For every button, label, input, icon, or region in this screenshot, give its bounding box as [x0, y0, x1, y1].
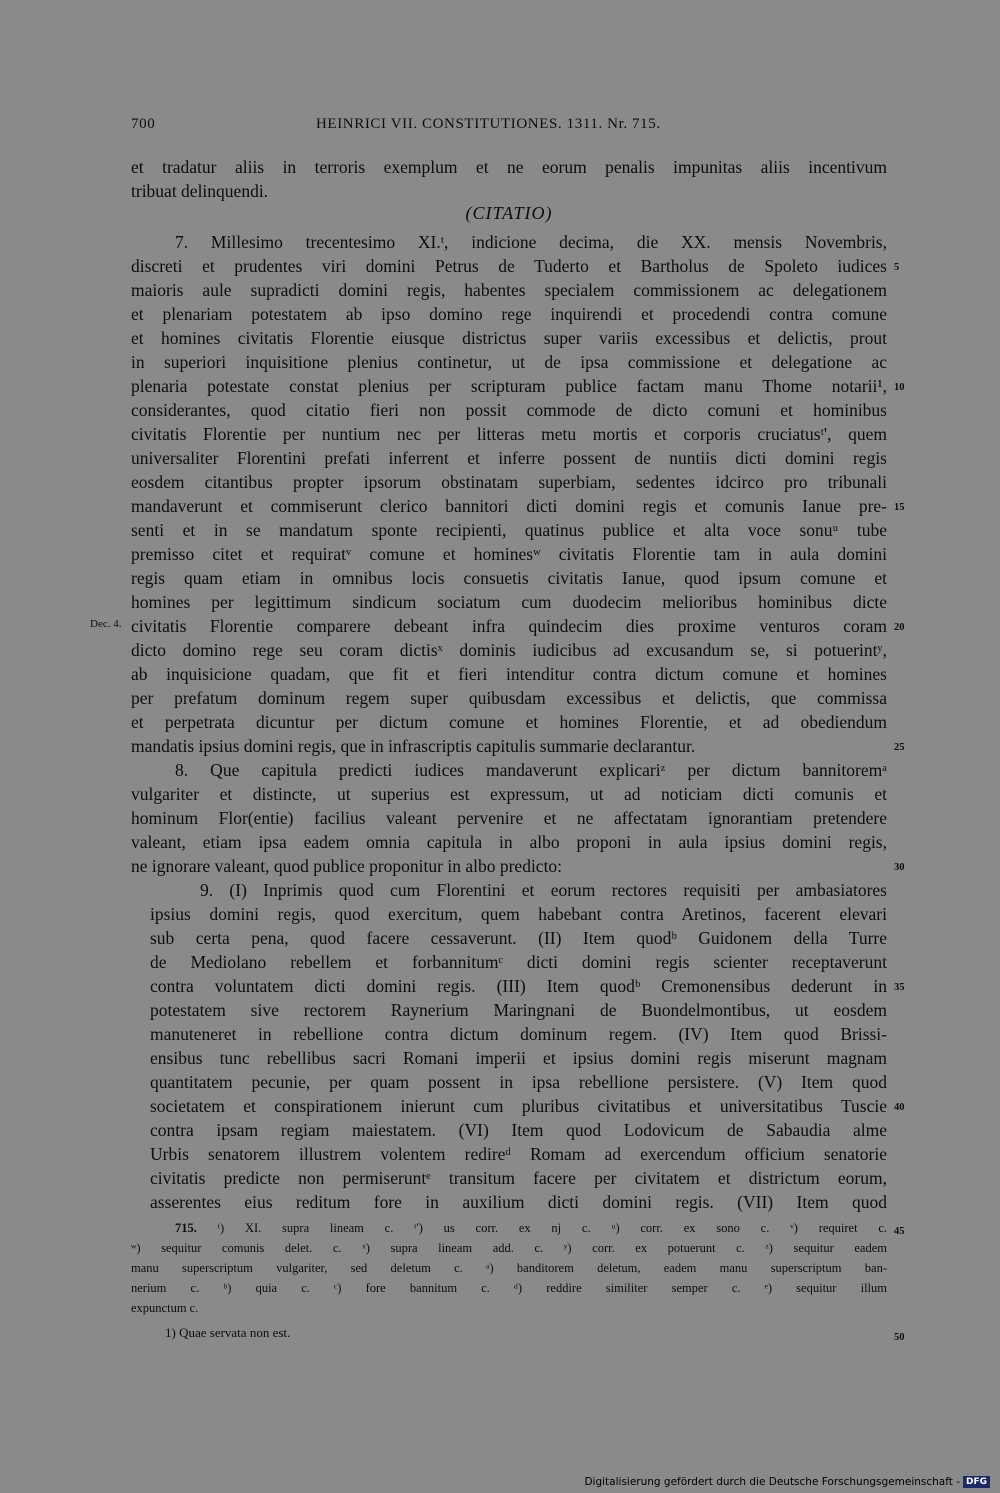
- paragraph-7-line: eosdem citantibus propter ipsorum obstinatam superbiam, sedentes idcirco pro tribunali: [131, 472, 887, 492]
- footnote-number: 715.: [175, 1221, 197, 1235]
- paragraph-7-line: discreti et prudentes viri domini Petrus de Tuderto et Bartholus de Spoleto iudices: [131, 256, 887, 276]
- page-number: 700: [131, 116, 156, 132]
- paragraph-9-line: de Mediolano rebellem et forbannitumᶜ dicti domini regis scienter receptaverunt: [150, 952, 887, 972]
- paragraph-7-line: maioris aule supradicti domini regis, habentes specialem commissionem ac delegationem: [131, 280, 887, 300]
- paragraph-8-line: 8. Que capitula predicti iudices mandaverunt explicariᶻ per dictum bannitoremᵃ: [175, 760, 887, 780]
- running-header: [131, 116, 887, 138]
- margin-date: Dec. 4.: [90, 618, 122, 630]
- paragraph-8-line: ne ignorare valeant, quod publice proponitur in albo predicto:: [131, 856, 563, 876]
- line-number: 25: [894, 742, 905, 753]
- paragraph-9-line: contra ipsam regiam maiestatem. (VI) Item quod Lodovicum de Sabaudia alme: [150, 1120, 887, 1140]
- footnote-line: [175, 1218, 887, 1238]
- footnote-line: nerium c. ᵇ) quia c. ᶜ) fore bannitum c. ᵈ) reddire similiter semper c. ᵉ) sequitur illum: [131, 1281, 887, 1295]
- section-heading: (CITATIO): [465, 203, 553, 223]
- paragraph-7-line: 7. Millesimo trecentesimo XI.ᵗ, indicione decima, die XX. mensis Novembris,: [175, 232, 887, 252]
- paragraph-9-line: quantitatem pecunie, per quam possent in ipsa rebellione persistere. (V) Item quod: [150, 1072, 887, 1092]
- funding-notice: [584, 1476, 990, 1488]
- paragraph-7-line: civitatis Florentie comparere debeant infra quindecim dies proxime venturos coram: [131, 616, 887, 636]
- paragraph-7-line: et homines civitatis Florentie eiusque districtus super variis excessibus et delictis, prout: [131, 328, 887, 348]
- line-number: 15: [894, 502, 905, 513]
- paragraph-9-line: manuteneret in rebellione contra dictum dominum regem. (IV) Item quod Brissi-: [150, 1024, 887, 1044]
- paragraph-7-line: premisso citet et requiratᵛ comune et hominesʷ civitatis Florentie tam in aula domini: [131, 544, 887, 564]
- footnote-line: ʷ) sequitur comunis delet. c. ˣ) supra lineam add. c. ʸ) corr. ex potuerunt c. ᶻ) sequitur eadem: [131, 1241, 887, 1255]
- line-number: 45: [894, 1226, 905, 1237]
- paragraph-9-line: contra voluntatem dicti domini regis. (III) Item quodᵇ Cremonensibus dederunt in: [150, 976, 887, 996]
- line-number: 40: [894, 1102, 905, 1113]
- paragraph-7-line: per prefatum dominum regem super quibusdam excessibus et delictis, que commissa: [131, 688, 887, 708]
- line-number: 20: [894, 622, 905, 633]
- text-line: tribuat delinquendi.: [131, 181, 269, 201]
- paragraph-8-line: valeant, etiam ipsa eadem omnia capitula in albo proponi in aula ipsius domini regis,: [131, 832, 887, 852]
- paragraph-9-line: societatem et conspirationem inierunt cum pluribus civitatibus et universitatibus Tuscie: [150, 1096, 887, 1116]
- line-number: 30: [894, 862, 905, 873]
- paragraph-9-line: potestatem sive rectorem Raynerium Maringnani de Buondelmontibus, ut eosdem: [150, 1000, 887, 1020]
- paragraph-7-line: in superiori inquisitione plenius continetur, ut de ipsa commissione et delegatione ac: [131, 352, 887, 372]
- funding-text: Digitalisierung gefördert durch die Deutsche Forschungsgemeinschaft -: [584, 1476, 960, 1488]
- line-number: 10: [894, 382, 905, 393]
- footnote-text: ᵗ) XI. supra lineam c. ᵗ') us corr. ex nj c. ᵘ) corr. ex sono c. ᵛ) requiret c.: [217, 1221, 887, 1235]
- paragraph-7-line: civitatis Florentie per nuntium nec per litteras metu mortis et corporis cruciatusᵗ', quem: [131, 424, 887, 444]
- paragraph-9-line: sub certa pena, quod facere cessaverunt. (II) Item quodᵇ Guidonem della Turre: [150, 928, 887, 948]
- paragraph-7-line: et plenariam potestatem ab ipso domino rege inquirendi et procedendi contra comune: [131, 304, 887, 324]
- paragraph-9-line: civitatis predicte non permiseruntᵉ transitum facere per civitatem et districtum eorum,: [150, 1168, 887, 1188]
- paragraph-7-line: universaliter Florentini prefati inferrent et inferre possent de nuntiis dicti domini regis: [131, 448, 887, 468]
- paragraph-7-line: homines per legittimum sindicum sociatum cum duodecim melioribus hominibus dicte: [131, 592, 887, 612]
- line-number: 5: [894, 262, 900, 273]
- paragraph-7-line: plenaria potestate constat plenius per scripturam publice factam manu Thome notarii¹,: [131, 376, 887, 396]
- paragraph-7-line: regis quam etiam in omnibus locis consuetis civitatis Ianue, quod ipsum comune et: [131, 568, 887, 588]
- paragraph-7-line: ab inquisicione quadam, que fit et fieri intenditur contra dictum comune et homines: [131, 664, 887, 684]
- text-line: et tradatur aliis in terroris exemplum et ne eorum penalis impunitas aliis incentivum: [131, 157, 887, 177]
- running-title: HEINRICI VII. CONSTITUTIONES. 1311. Nr. 715.: [316, 116, 661, 132]
- paragraph-9-line: ensibus tunc rebellibus sacri Romani imperii et ipsius domini regis miserunt magnam: [150, 1048, 887, 1068]
- paragraph-8-line: hominum Flor(entie) facilius valeant pervenire et ne affectatam ignorantiam pretendere: [131, 808, 887, 828]
- paragraph-7-line: mandaverunt et commiserunt clerico bannitori dicti domini regis et comunis Ianue pre-: [131, 496, 887, 516]
- paragraph-7-line: senti et in se mandatum sponte recipienti, quatinus publice et alta voce sonuᵘ tube: [131, 520, 887, 540]
- paragraph-8-line: vulgariter et distincte, ut superius est expressum, ut ad noticiam dicti comunis et: [131, 784, 887, 804]
- paragraph-7-line: considerantes, quod citatio fieri non possit commode de dicto comuni et hominibus: [131, 400, 887, 420]
- paragraph-7-line: mandatis ipsius domini regis, que in infrascriptis capitulis summarie declarantur.: [131, 736, 696, 756]
- source-note: 1) Quae servata non est.: [165, 1325, 291, 1340]
- paragraph-9-line: asserentes eius reditum fore in auxilium dicti domini regis. (VII) Item quod: [150, 1192, 887, 1212]
- paragraph-7-line: dicto domino rege seu coram dictisˣ dominis iudicibus ad excusandum se, si potuerintʸ,: [131, 640, 887, 660]
- line-number: 50: [894, 1332, 905, 1343]
- paragraph-9-line: Urbis senatorem illustrem volentem redireᵈ Romam ad exercendum officium senatorie: [150, 1144, 887, 1164]
- dfg-logo-icon[interactable]: DFG: [963, 1476, 990, 1488]
- paragraph-7-line: et perpetrata dicuntur per dictum comune et homines Florentie, et ad obediendum: [131, 712, 887, 732]
- footnote-line: expunctum c.: [131, 1301, 199, 1315]
- footnote-line: manu superscriptum vulgariter, sed deletum c. ᵃ) banditorem deletum, eadem manu superscriptum ban-: [131, 1261, 887, 1275]
- paragraph-9-line: 9. (I) Inprimis quod cum Florentini et eorum rectores requisiti per ambasiatores: [200, 880, 887, 900]
- paragraph-9-line: ipsius domini regis, quod exercitum, quem habebant contra Aretinos, facerent elevari: [150, 904, 887, 924]
- line-number: 35: [894, 982, 905, 993]
